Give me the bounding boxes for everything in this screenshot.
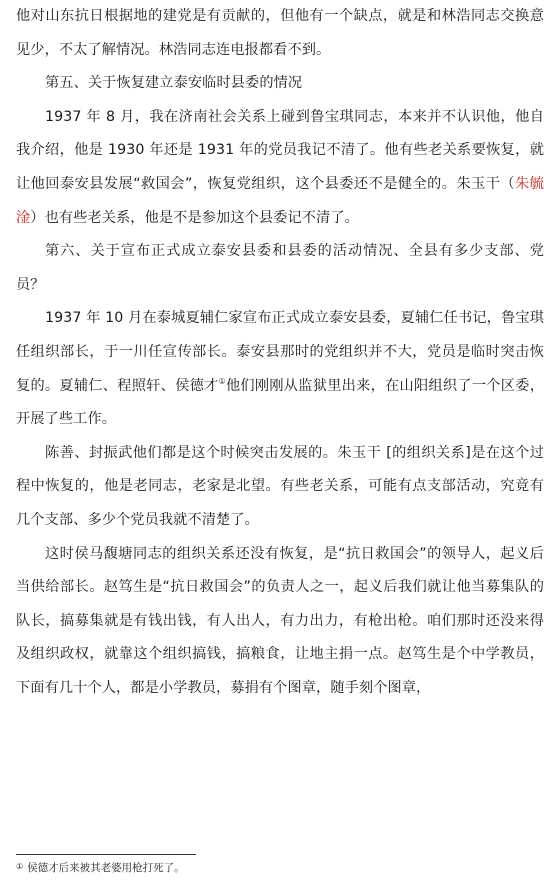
footnote-text: 侯德才后来被其老婆用枪打死了。 — [27, 862, 185, 874]
section-heading-5: 第五、关于恢复建立泰安临时县委的情况 — [45, 75, 303, 92]
footnote-divider — [16, 854, 196, 855]
footnote-mark: ① — [16, 862, 24, 871]
footnote-reference[interactable]: ① — [218, 376, 226, 386]
paragraph-6: 陈善、封振武他们都是这个时候突击发展的。朱玉干 [的组织关系]是在这个过程中恢复的，他是老同志，老家是北望。有些老关系，可能有点支部活动，究竟有几个支部、多少个党员我就不清楚了。 — [16, 444, 544, 528]
document-body — [16, 0, 544, 705]
paragraph-3-tail: ）也有些老关系，他是不是参加这个县委记不清了。 — [30, 209, 359, 226]
section-heading-6: 第六、关于宣布正式成立泰安县委和县委的活动情况、全县有多少支部、党员？ — [16, 243, 544, 293]
paragraph-1: 他对山东抗日根据地的建党是有贡献的，但他有一个缺点，就是和林浩同志交换意见少，不太了解情况。林浩同志连电报都看不到。 — [16, 8, 544, 58]
paragraph-3-text: 1937 年 8 月，我在济南社会关系上碰到鲁宝琪同志，本来并不认识他，他自我介绍，他是 1930 年还是 1931 年的党员我记不清了。他有些老关系要恢复，就让他回泰安县发展“救国会”，恢复党组织，这个县委还不是健全的。朱玉干（ — [16, 108, 544, 192]
paragraph-3 — [16, 101, 544, 235]
paragraph-5 — [16, 302, 544, 436]
paragraph-7: 这时侯马馥塘同志的组织关系还没有恢复，是“抗日救国会”的领导人，起义后当供给部长。赵笃生是“抗日救国会”的负责人之一，起义后我们就让他当募集队的队长，搞募集就是有钱出钱，有人出人，有力出力，有枪出枪。咱们那时还没来得及组织政权，就靠这个组织搞钱，搞粮食，让地主捐一点。赵笃生是个中学教员，下面有几十个人，都是小学教员，募捐有个图章，随手刻个图章， — [16, 545, 544, 696]
paragraph-5-text-b: 他们刚刚从监狱里出来，在山阳组织了一个区委，开展了些工作。 — [16, 377, 544, 428]
correction-name-red: 朱毓淦 — [16, 175, 544, 226]
paragraph-5-text-a: 1937 年 10 月在泰城夏辅仁家宣布正式成立泰安县委，夏辅仁任书记，鲁宝琪任组织部长，于一川任宣传部长。泰安县那时的党组织并不大，党员是临时突击恢复的。夏辅仁、程照轩、侯德才 — [16, 310, 544, 394]
footnote — [16, 860, 185, 875]
